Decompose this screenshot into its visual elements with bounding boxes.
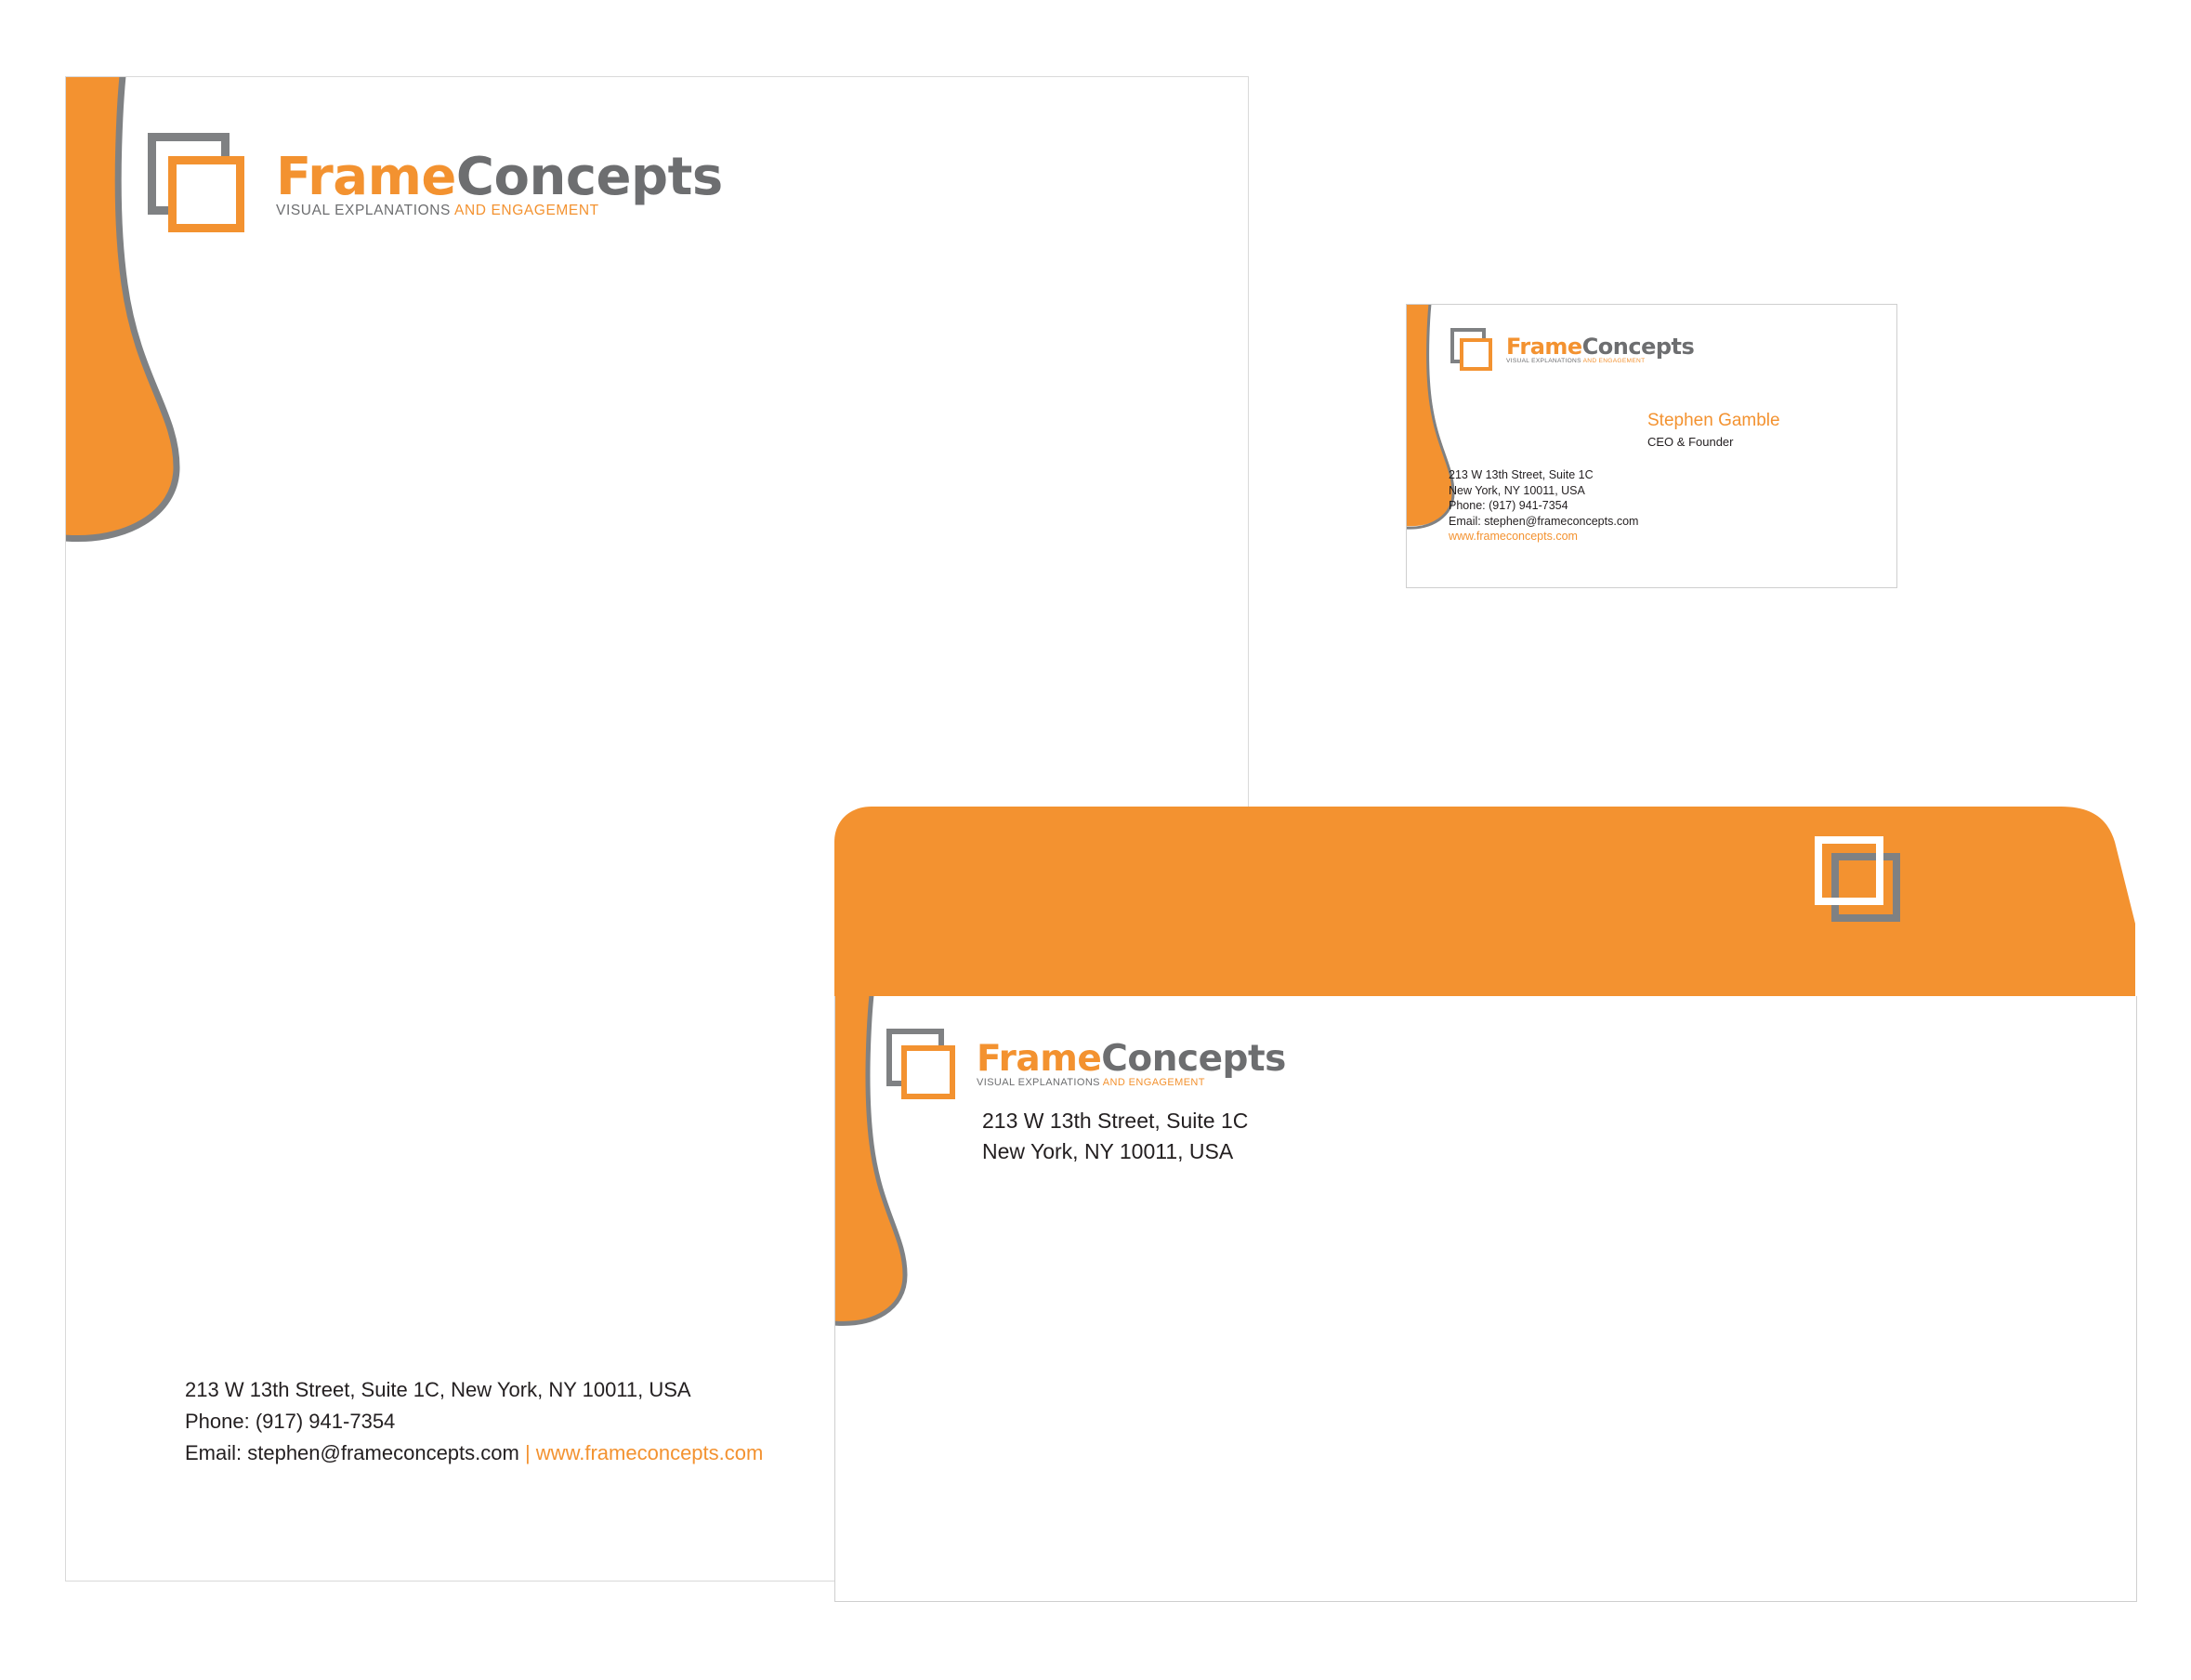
card-address-line1: 213 W 13th Street, Suite 1C bbox=[1449, 468, 1594, 481]
logo-square-orange bbox=[1460, 338, 1492, 371]
card-email: Email: stephen@frameconcepts.com bbox=[1449, 514, 1639, 528]
envelope-body bbox=[834, 996, 2137, 1602]
frame-logo-icon bbox=[148, 133, 259, 233]
logo-word-frame: Frame bbox=[276, 147, 456, 207]
frame-logo-icon bbox=[1450, 328, 1499, 372]
logo-tagline bbox=[977, 1077, 1286, 1088]
logo-tagline-part1: VISUAL EXPLANATIONS bbox=[977, 1077, 1103, 1088]
envelope-return-address bbox=[982, 1106, 1248, 1167]
letterhead-phone: Phone: (917) 941-7354 bbox=[185, 1410, 396, 1433]
logo-square-white bbox=[1815, 836, 1883, 905]
letterhead-address: 213 W 13th Street, Suite 1C, New York, NY 10011, USA bbox=[185, 1378, 691, 1401]
business-card bbox=[1406, 304, 1897, 588]
logo-word-frame: Frame bbox=[1506, 334, 1582, 360]
letterhead-website[interactable]: www.frameconcepts.com bbox=[535, 1441, 764, 1464]
letterhead-separator: | bbox=[524, 1441, 531, 1464]
envelope-flap bbox=[834, 805, 2135, 998]
envelope-logo bbox=[886, 1029, 1286, 1099]
logo-square-orange bbox=[168, 156, 244, 232]
frame-logo-icon bbox=[886, 1029, 964, 1099]
logo-tagline bbox=[276, 203, 723, 218]
card-person-title: CEO & Founder bbox=[1647, 435, 1734, 449]
letterhead-email-line bbox=[185, 1437, 763, 1469]
card-contact-details bbox=[1449, 467, 1638, 545]
logo-tagline-part2: AND ENGAGEMENT bbox=[1102, 1077, 1205, 1088]
logo-word-frame: Frame bbox=[977, 1038, 1102, 1080]
logo-wordmark bbox=[977, 1038, 1286, 1080]
logo-tagline-part2: AND ENGAGEMENT bbox=[1582, 358, 1646, 364]
logo-wordmark bbox=[276, 147, 723, 207]
envelope bbox=[834, 805, 2135, 1601]
card-logo bbox=[1450, 328, 1694, 372]
logo-square-orange bbox=[901, 1045, 955, 1099]
envelope-flap-logo-icon bbox=[1815, 836, 1908, 922]
letterhead-footer bbox=[185, 1374, 763, 1469]
card-person-name: Stephen Gamble bbox=[1647, 411, 1780, 430]
envelope-address-line1: 213 W 13th Street, Suite 1C bbox=[982, 1109, 1249, 1133]
logo-tagline-part1: VISUAL EXPLANATIONS bbox=[1506, 358, 1583, 364]
logo-wordmark bbox=[1506, 335, 1694, 358]
logo-tagline-part2: AND ENGAGEMENT bbox=[454, 203, 599, 218]
card-address-line2: New York, NY 10011, USA bbox=[1449, 483, 1585, 497]
card-website[interactable]: www.frameconcepts.com bbox=[1449, 530, 1578, 543]
logo-word-concepts: Concepts bbox=[1101, 1038, 1286, 1080]
card-phone: Phone: (917) 941-7354 bbox=[1449, 499, 1568, 512]
letterhead-logo bbox=[148, 133, 723, 233]
logo-tagline bbox=[1506, 358, 1694, 365]
logo-word-concepts: Concepts bbox=[455, 147, 723, 207]
letterhead-email: Email: stephen@frameconcepts.com bbox=[185, 1441, 519, 1464]
logo-tagline-part1: VISUAL EXPLANATIONS bbox=[276, 203, 455, 218]
logo-word-concepts: Concepts bbox=[1581, 334, 1695, 360]
envelope-address-line2: New York, NY 10011, USA bbox=[982, 1139, 1234, 1163]
